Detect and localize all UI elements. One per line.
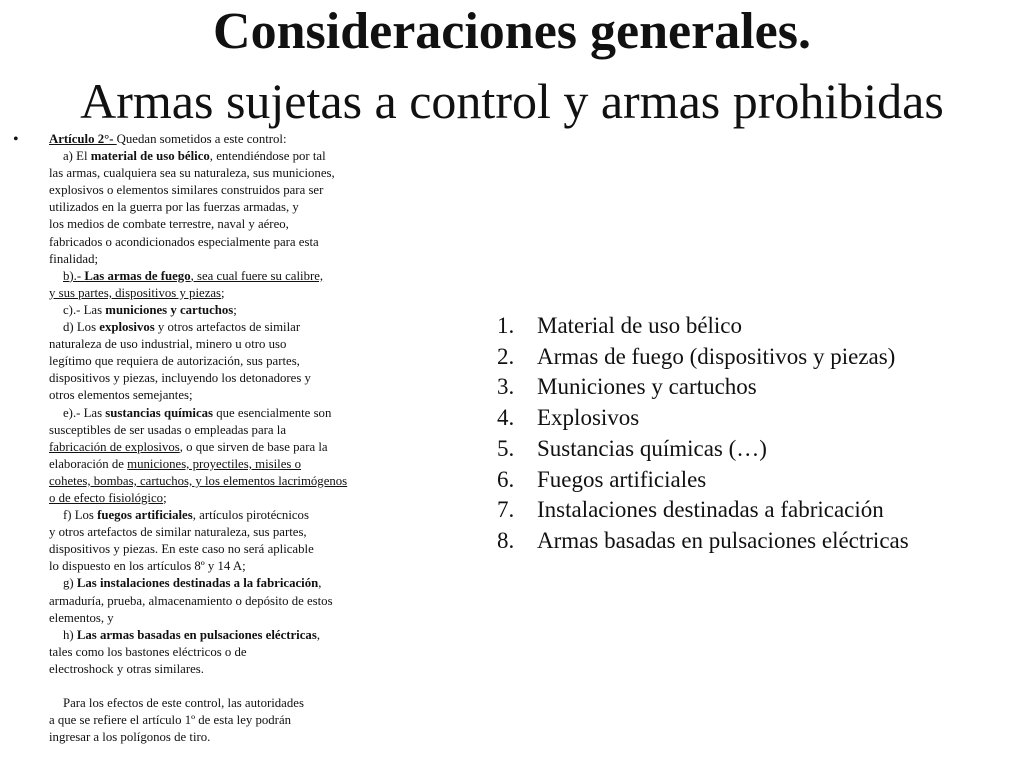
article-line: finalidad; [49,251,99,266]
article-line-item-f: f) Los fuegos artificiales, artículos pirotécnicos [63,508,309,523]
article-line: susceptibles de ser usadas o empleadas para la [49,422,287,437]
article-line: las armas, cualquiera sea su naturaleza, sus municiones, [49,166,335,181]
article-line: elaboración de municiones, proyectiles, misiles o [49,456,301,471]
article-line: dispositivos y piezas. En este caso no será aplicable [49,542,314,557]
article-line: electroshock y otras similares. [49,661,204,676]
article-line-item-e: e).- Las sustancias químicas que esencialmente son [63,405,332,420]
summary-item: 8. Armas basadas en pulsaciones eléctricas [497,527,909,553]
article-line-item-a: a) El material de uso bélico, entendiéndose por tal [63,149,326,164]
summary-item: 4. Explosivos [497,405,640,431]
article-line-item-d: d) Los explosivos y otros artefactos de similar [63,320,301,335]
article-line: armaduría, prueba, almacenamiento o depósito de estos [49,593,333,608]
article-line: legítimo que requiera de autorización, sus partes, [49,354,300,369]
article-line: lo dispuesto en los artículos 8º y 14 A; [49,559,246,574]
article-line: y otros artefactos de similar naturaleza, sus partes, [49,525,307,540]
article-line: los medios de combate terrestre, naval y aéreo, [49,217,289,232]
article-line: fabricados o acondicionados especialmente para esta [49,234,319,249]
slide-subtitle: Armas sujetas a control y armas prohibidas [80,73,944,129]
article-line: explosivos o elementos similares construidos para ser [49,183,324,198]
article-line: ingresar a los polígonos de tiro. [49,730,211,745]
summary-item: 6. Fuegos artificiales [497,466,707,492]
article-line-heading: Artículo 2°- Quedan sometidos a este control: [49,132,287,146]
article-line: y sus partes, dispositivos y piezas; [49,285,225,300]
summary-item: 7. Instalaciones destinadas a fabricación [497,497,884,523]
slide-title: Consideraciones generales. [213,3,811,60]
article-line: o de efecto fisiológico; [49,490,167,505]
article-line: fabricación de explosivos, o que sirven de base para la [49,439,328,454]
article-line: otros elementos semejantes; [49,388,193,403]
summary-item: 2. Armas de fuego (dispositivos y piezas) [497,343,896,369]
article-line: utilizados en la guerra por las fuerzas armadas, y [49,200,299,215]
summary-item: 5. Sustancias químicas (…) [497,435,767,461]
article-line: cohetes, bombas, cartuchos, y los elementos lacrimógenos [49,473,348,488]
article-2-text [49,131,394,746]
article-line-item-g: g) Las instalaciones destinadas a la fabricación, [63,576,322,591]
paragraph-gap [49,678,394,695]
article-line-item-c: c).- Las municiones y cartuchos; [63,302,237,317]
summary-item: 3. Municiones y cartuchos [497,374,757,400]
article-line: tales como los bastones eléctricos o de [49,644,247,659]
article-line: naturaleza de uso industrial, minero u otro uso [49,337,287,352]
summary-item: 1. Material de uso bélico [497,313,743,338]
bullet-marker: • [13,131,19,148]
article-line-item-b: b).- Las armas de fuego, sea cual fuere su calibre, [63,268,324,283]
article-line-closing: Para los efectos de este control, las autoridades [63,696,304,711]
article-line: dispositivos y piezas, incluyendo los detonadores y [49,371,311,386]
article-line: a que se refiere el artículo 1º de esta ley podrán [49,713,292,728]
article-line-item-h: h) Las armas basadas en pulsaciones eléctricas, [63,627,321,642]
article-line: elementos, y [49,610,114,625]
summary-list [497,311,909,557]
